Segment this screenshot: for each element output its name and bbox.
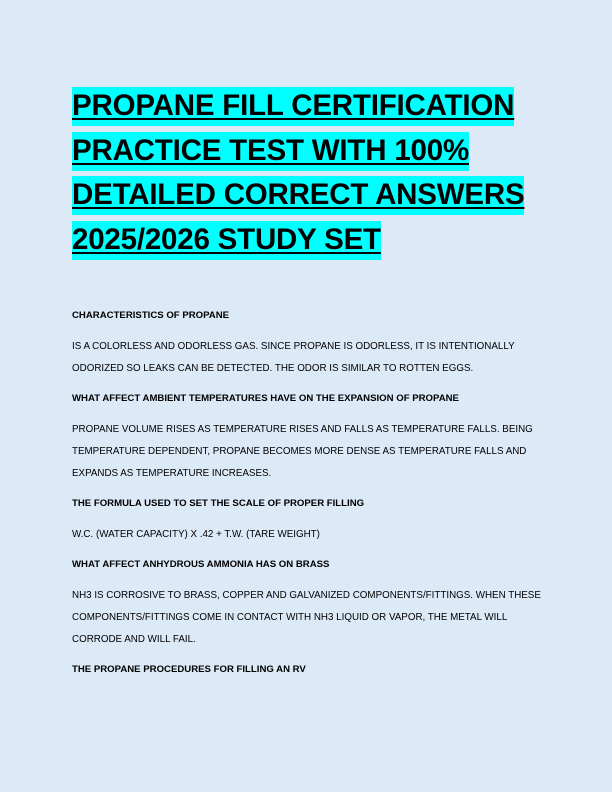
- question-5: THE PROPANE PROCEDURES FOR FILLING AN RV: [72, 664, 306, 675]
- answer-1: IS A COLORLESS AND ODORLESS GAS. SINCE PROPANE IS ODORLESS, IT IS INTENTIONALLY ODORIZED SO LEAKS CAN BE DETECTED. THE ODOR IS SIMILAR TO ROTTEN EGGS.: [72, 341, 515, 374]
- question-2: WHAT AFFECT AMBIENT TEMPERATURES HAVE ON THE EXPANSION OF PROPANE: [72, 393, 459, 404]
- answer-2: PROPANE VOLUME RISES AS TEMPERATURE RISES AND FALLS AS TEMPERATURE FALLS. BEING TEMPERATURE DEPENDENT, PROPANE BECOMES MORE DENSE AS TEMPERATURE FALLS AND EXPANDS AS TEMPERATURE INCREASES.: [72, 424, 533, 479]
- qa-list: [72, 309, 542, 677]
- document-title: [72, 84, 542, 262]
- document-page: [72, 84, 542, 677]
- question-3: THE FORMULA USED TO SET THE SCALE OF PROPER FILLING: [72, 498, 365, 509]
- question-1: CHARACTERISTICS OF PROPANE: [72, 310, 230, 321]
- title-highlight: PROPANE FILL CERTIFICATION PRACTICE TEST WITH 100% DETAILED CORRECT ANSWERS 2025/2026 STUDY SET: [72, 87, 524, 260]
- answer-4: NH3 IS CORROSIVE TO BRASS, COPPER AND GALVANIZED COMPONENTS/FITTINGS. WHEN THESE COMPONENTS/FITTINGS COME IN CONTACT WITH NH3 LIQUID OR VAPOR, THE METAL WILL CORRODE AND WILL FAIL.: [72, 590, 541, 645]
- question-4: WHAT AFFECT ANHYDROUS AMMONIA HAS ON BRASS: [72, 559, 330, 570]
- answer-3: W.C. (WATER CAPACITY) X .42 + T.W. (TARE WEIGHT): [72, 529, 320, 540]
